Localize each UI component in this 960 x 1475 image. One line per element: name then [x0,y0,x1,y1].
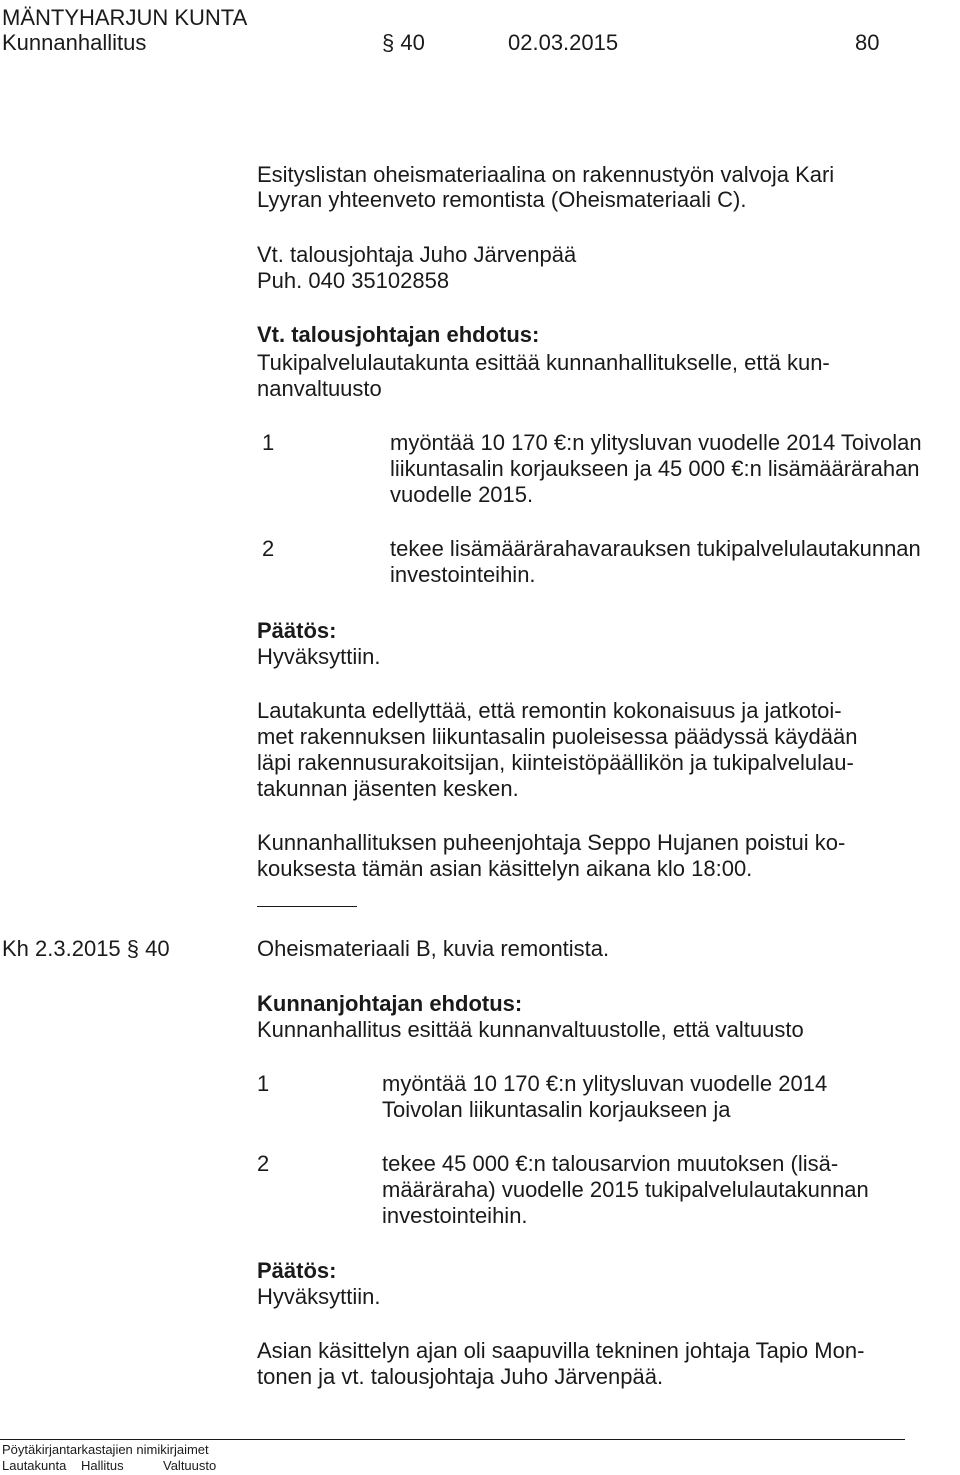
page-number: 80 [855,30,880,55]
note-line: läpi rakennusurakoitsijan, kiinteistöpäällikön ja tukipalvelulau- [257,750,854,775]
separator-line [257,906,357,907]
decision-heading: Päätös: [257,1258,337,1283]
org-name: MÄNTYHARJUN KUNTA [2,5,248,30]
item-number: 2 [257,1151,270,1176]
footer-column-valtuusto: Valtuusto [163,1458,217,1473]
footer-title: Pöytäkirjantarkastajien nimikirjaimet [2,1442,209,1457]
item-number: 2 [262,536,275,561]
item-text: myöntää 10 170 €:n ylitysluvan vuodelle 2014 Toivolan [390,430,922,455]
footer-column-hallitus: Hallitus [81,1458,124,1473]
note-line: takunnan jäsenten kesken. [257,776,519,801]
decision-text: Hyväksyttiin. [257,1284,381,1309]
item-text: tekee lisämäärärahavarauksen tukipalvelulautakunnan [390,536,921,561]
item-text: vuodelle 2015. [390,482,534,507]
item-text: investointeihin. [390,562,536,587]
section-number: § 40 [382,30,425,55]
item-number: 1 [257,1071,270,1096]
item-number: 1 [262,430,275,455]
proposal-text: nanvaltuusto [257,376,382,401]
body-name: Kunnanhallitus [2,30,147,55]
intro-line: Lyyran yhteenveto remontista (Oheismateriaali C). [257,187,747,212]
item-text: myöntää 10 170 €:n ylitysluvan vuodelle 2014 [382,1071,828,1096]
decision-text: Hyväksyttiin. [257,644,381,669]
proposal-text: Tukipalvelulautakunta esittää kunnanhallitukselle, että kun- [257,350,830,375]
decision-heading: Päätös: [257,618,337,643]
note-line: met rakennuksen liikuntasalin puoleisessa päädyssä käydään [257,724,858,749]
proposal-text: Kunnanhallitus esittää kunnanvaltuustolle, että valtuusto [257,1017,804,1042]
closing-line: tonen ja vt. talousjohtaja Juho Järvenpää. [257,1364,664,1389]
footer-line [0,1439,905,1440]
proposal-heading: Vt. talousjohtajan ehdotus: [257,322,540,347]
contact-name: Vt. talousjohtaja Juho Järvenpää [257,242,577,267]
intro-line: Esityslistan oheismateriaalina on rakennustyön valvoja Kari [257,162,835,187]
note-line: Lautakunta edellyttää, että remontin kokonaisuus ja jatkotoi- [257,698,842,723]
item-text: tekee 45 000 €:n talousarvion muutoksen (lisä- [382,1151,839,1176]
note-line: kouksesta tämän asian käsittelyn aikana klo 18:00. [257,856,753,881]
item-text: investointeihin. [382,1203,528,1228]
closing-line: Asian käsittelyn ajan oli saapuvilla tekninen johtaja Tapio Mon- [257,1338,865,1363]
item-text: Toivolan liikuntasalin korjaukseen ja [382,1097,731,1122]
attachment-text: Oheismateriaali B, kuvia remontista. [257,936,610,961]
contact-phone: Puh. 040 35102858 [257,268,450,293]
proposal-heading: Kunnanjohtajan ehdotus: [257,991,523,1016]
meeting-reference: Kh 2.3.2015 § 40 [2,936,170,961]
item-text: liikuntasalin korjaukseen ja 45 000 €:n lisämäärärahan [390,456,920,481]
meeting-date: 02.03.2015 [508,30,619,55]
footer-column-lautakunta: Lautakunta [2,1458,67,1473]
item-text: määräraha) vuodelle 2015 tukipalvelulautakunnan [382,1177,869,1202]
note-line: Kunnanhallituksen puheenjohtaja Seppo Hujanen poistui ko- [257,830,846,855]
